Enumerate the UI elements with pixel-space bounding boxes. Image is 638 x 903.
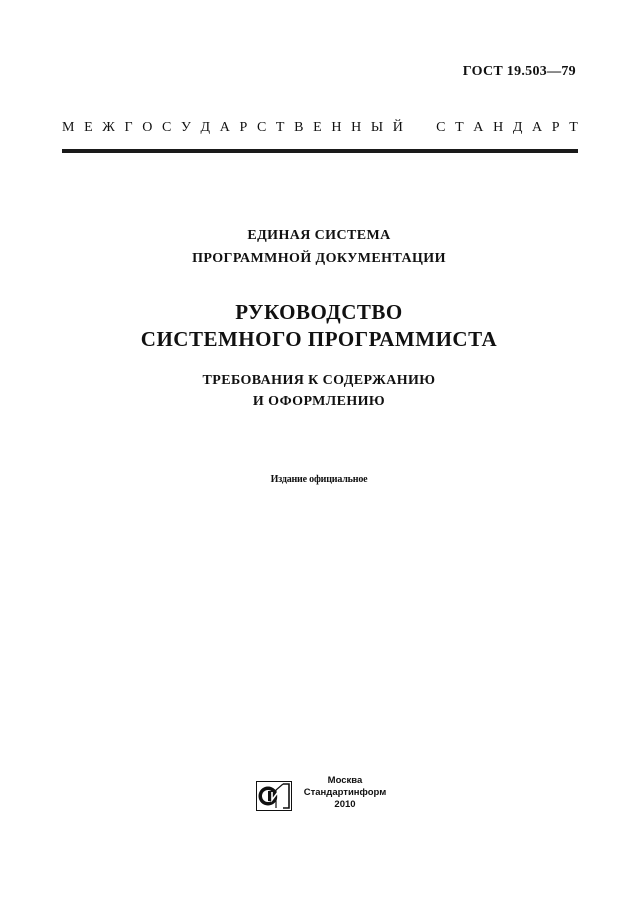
document-subtitle-line-2: И ОФОРМЛЕНИЮ — [252, 394, 386, 409]
standard-type-letter: А — [473, 120, 484, 135]
publication-year: 2010 — [334, 799, 356, 810]
standard-type-letter: У — [180, 120, 191, 135]
publisher-imprint — [300, 775, 390, 811]
standard-type-letter: Т — [569, 120, 578, 135]
edition-label: Издание официальное — [270, 474, 368, 485]
standard-type-letter: О — [142, 120, 153, 135]
standard-type-letter: Н — [493, 120, 504, 135]
standard-type-letter: С — [161, 120, 172, 135]
standard-type-letter: Т — [275, 120, 285, 135]
standard-type-letter: С — [436, 120, 446, 135]
standard-type-letter: Г — [124, 120, 133, 135]
standard-type-letter: Д — [512, 120, 523, 135]
standard-type-letter: В — [294, 120, 304, 135]
standard-type-label — [62, 120, 578, 136]
header-divider — [62, 149, 578, 153]
standard-code: ГОСТ 19.503—79 — [462, 64, 576, 79]
standard-type-letter: Й — [392, 120, 403, 135]
standard-type-letter: С — [256, 120, 267, 135]
document-subtitle-line-1: ТРЕБОВАНИЯ К СОДЕРЖАНИЮ — [202, 373, 436, 388]
standard-type-letter: А — [219, 120, 230, 135]
standard-type-letter: Ы — [370, 120, 384, 135]
standard-type-letter: Н — [331, 120, 342, 135]
standard-type-letter: Ж — [102, 120, 115, 135]
standard-type-letter: Р — [239, 120, 248, 135]
series-title-line-2: ПРОГРАММНОЙ ДОКУМЕНТАЦИИ — [192, 251, 446, 266]
standards-publisher-logo-icon — [256, 781, 292, 811]
standard-type-letter: М — [62, 120, 75, 135]
standard-type-letter: Т — [455, 120, 464, 135]
document-title-line-1: РУКОВОДСТВО — [235, 300, 403, 324]
publisher-city: Москва — [327, 775, 363, 786]
standard-type-letter: Р — [551, 120, 560, 135]
standard-type-letter: А — [532, 120, 543, 135]
document-title-line-2: СИСТЕМНОГО ПРОГРАММИСТА — [140, 327, 498, 351]
publisher-name: Стандартинформ — [303, 787, 387, 798]
standard-type-letter: Н — [351, 120, 362, 135]
series-title-line-1: ЕДИНАЯ СИСТЕМА — [247, 228, 391, 243]
standard-type-letter: Е — [84, 120, 93, 135]
standard-type-letter: Д — [200, 120, 211, 135]
standard-type-letter: Е — [313, 120, 322, 135]
word-gap — [412, 120, 426, 136]
